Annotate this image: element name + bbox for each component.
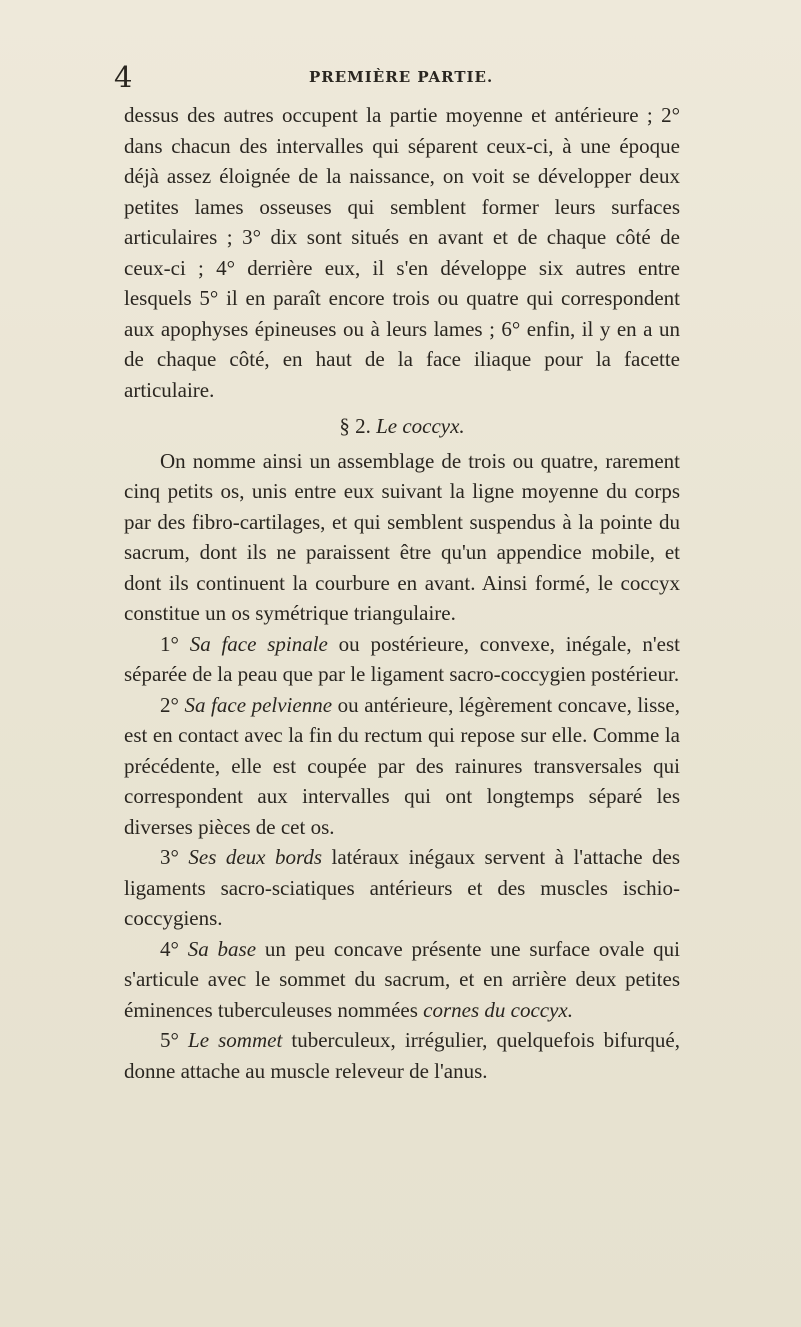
- item-text: latéraux inégaux servent à l'attache des ligaments sacro-sciatiques antérieurs et des muscles ischio-coccygiens.: [124, 845, 680, 930]
- item-term: Sa face spinale: [189, 631, 328, 656]
- subsection-number: § 2.: [339, 414, 377, 438]
- paragraph-continuation: dessus des autres occupent la partie moyenne et antérieure ; 2° dans chacun des intervalles qui séparent ceux-ci, à une époque déjà assez éloignée de la naissance, on voit se développer deux petites lames osseuses qui semblent former leurs surfaces articulaires ; 3° dix sont situés en avant et de chaque côté de ceux-ci ; 4° derrière eux, il s'en développe six autres entre lesquels 5° il en paraît encore trois ou quatre qui correspondent aux apophyses épineuses ou à leurs lames ; 6° enfin, il y en a un de chaque côté, en haut de la face iliaque pour la facette articulaire.: [124, 103, 680, 402]
- item-text: ou postérieure, convexe, inégale, n'est séparée de la peau que par le ligament sacro-coccygien postérieur.: [124, 631, 681, 686]
- subsection-heading: [124, 411, 680, 442]
- item-term: Sa base: [187, 936, 257, 961]
- item-text: tuberculeux, irrégulier, quelquefois bifurqué, donne attache au muscle releveur de l'anus.: [124, 1028, 680, 1083]
- paragraph-base: [124, 934, 680, 1026]
- page-number: 4: [114, 60, 133, 94]
- page-body: [124, 100, 680, 1086]
- item-number: 2°: [160, 692, 185, 717]
- running-head: [114, 60, 694, 94]
- item-number: 4°: [160, 936, 188, 961]
- item-term: Sa face pelvienne: [184, 692, 333, 717]
- paragraph-face-pelvienne: [124, 690, 680, 843]
- item-number: 3°: [160, 845, 189, 869]
- paragraph-sommet: [124, 1025, 680, 1086]
- paragraph-bords: [124, 842, 680, 934]
- item-term-secondary: cornes du coccyx.: [423, 997, 573, 1022]
- section-title: PREMIÈRE PARTIE.: [309, 68, 494, 86]
- item-number: 1°: [160, 631, 190, 656]
- item-term: Ses deux bords: [188, 845, 323, 869]
- item-number: 5°: [160, 1028, 189, 1052]
- subsection-title: Le coccyx.: [376, 414, 465, 438]
- paragraph-coccyx-definition: On nomme ainsi un assemblage de trois ou quatre, rarement cinq petits os, unis entre eux suivant la ligne moyenne du corps par des fibro-cartilages, et qui semblent suspendus à la pointe du sacrum, dont ils ne paraissent être qu'un appendice mobile, et dont ils continuent la courbure en avant. Ainsi formé, le coccyx constitue un os symétrique triangulaire.: [124, 448, 680, 625]
- item-term: Le sommet: [188, 1028, 283, 1052]
- item-text: ou antérieure, légèrement concave, lisse, est en contact avec la fin du rectum qui repose sur elle. Comme la précédente, elle est coupée par des rainures transversales qui correspondent aux intervalles qui ont longtemps séparé les diverses pièces de cet os.: [124, 692, 680, 839]
- item-text: un peu concave présente une surface ovale qui s'articule avec le sommet du sacrum, et en arrière deux petites éminences tuberculeuses nommées: [124, 936, 680, 1022]
- paragraph-face-spinale: [124, 629, 680, 690]
